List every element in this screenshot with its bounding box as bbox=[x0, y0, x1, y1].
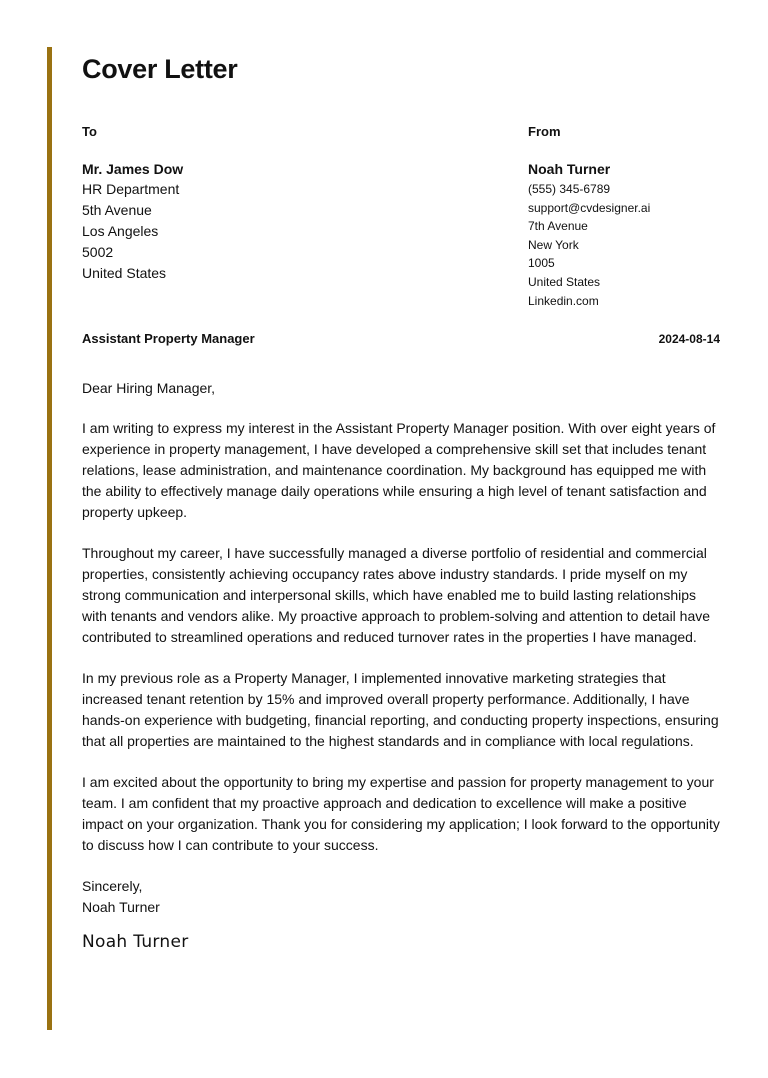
body-paragraph: In my previous role as a Property Manager, I implemented innovative marketing strategies that increased tenant retention by 15% and improved overall property performance. Additionally, I have hands-on experience with budgeting, financial reporting, and conducting property inspections, ensuring that all properties are maintained to the highest standards and in compliance with local regulations. bbox=[82, 670, 719, 749]
sender-linkedin: Linkedin.com bbox=[528, 293, 599, 308]
sender-name: Noah Turner bbox=[528, 161, 611, 177]
page-title: Cover Letter bbox=[82, 54, 238, 84]
sender-block bbox=[528, 124, 748, 310]
accent-bar bbox=[47, 47, 52, 1030]
closing-name: Noah Turner bbox=[82, 899, 160, 915]
position-title: Assistant Property Manager bbox=[82, 331, 255, 346]
letter-date: 2024-08-14 bbox=[658, 332, 720, 346]
sender-line: 1005 bbox=[528, 256, 555, 271]
sender-email: support@cvdesigner.ai bbox=[528, 200, 651, 215]
letter-body bbox=[82, 378, 724, 918]
recipient-line: 5002 bbox=[82, 244, 114, 260]
sender-line: 7th Avenue bbox=[528, 219, 588, 234]
body-paragraph: I am writing to express my interest in the Assistant Property Manager position. With over eight years of experience in property management, I have developed a comprehensive skill set that includes tenant relations, lease administration, and maintenance coordination. My background has equipped me with the ability to effectively manage daily operations while ensuring a high level of tenant satisfaction and property upkeep. bbox=[82, 420, 716, 520]
recipient-label: To bbox=[82, 124, 97, 139]
sender-phone: (555) 345-6789 bbox=[528, 182, 611, 196]
recipient-line: 5th Avenue bbox=[82, 202, 152, 218]
sender-line: New York bbox=[528, 237, 579, 252]
sender-label: From bbox=[528, 124, 561, 139]
recipient-name: Mr. James Dow bbox=[82, 161, 184, 177]
valediction: Sincerely, bbox=[82, 878, 143, 894]
recipient-line: United States bbox=[82, 265, 167, 281]
recipient-line: Los Angeles bbox=[82, 223, 159, 239]
body-paragraph: Throughout my career, I have successfully managed a diverse portfolio of residential and commercial properties, consistently achieving occupancy rates above industry standards. I pride myself on my strong communication and interpersonal skills, which have enabled me to build lasting relationships with tenants and vendors alike. My proactive approach to problem-solving and attention to detail have contributed to streamlined operations and reduced turnover rates in the properties I have managed. bbox=[82, 545, 711, 645]
signature: Noah Turner bbox=[82, 932, 189, 952]
recipient-line: HR Department bbox=[82, 181, 180, 197]
recipient-block bbox=[82, 124, 482, 284]
salutation: Dear Hiring Manager, bbox=[82, 380, 216, 396]
body-paragraph: I am excited about the opportunity to bring my expertise and passion for property management to your team. I am confident that my proactive approach and dedication to excellence will make a positive impact on your organization. Thank you for considering my application; I look forward to the opportunity to discuss how I can contribute to your success. bbox=[82, 774, 720, 853]
sender-line: United States bbox=[528, 274, 601, 289]
